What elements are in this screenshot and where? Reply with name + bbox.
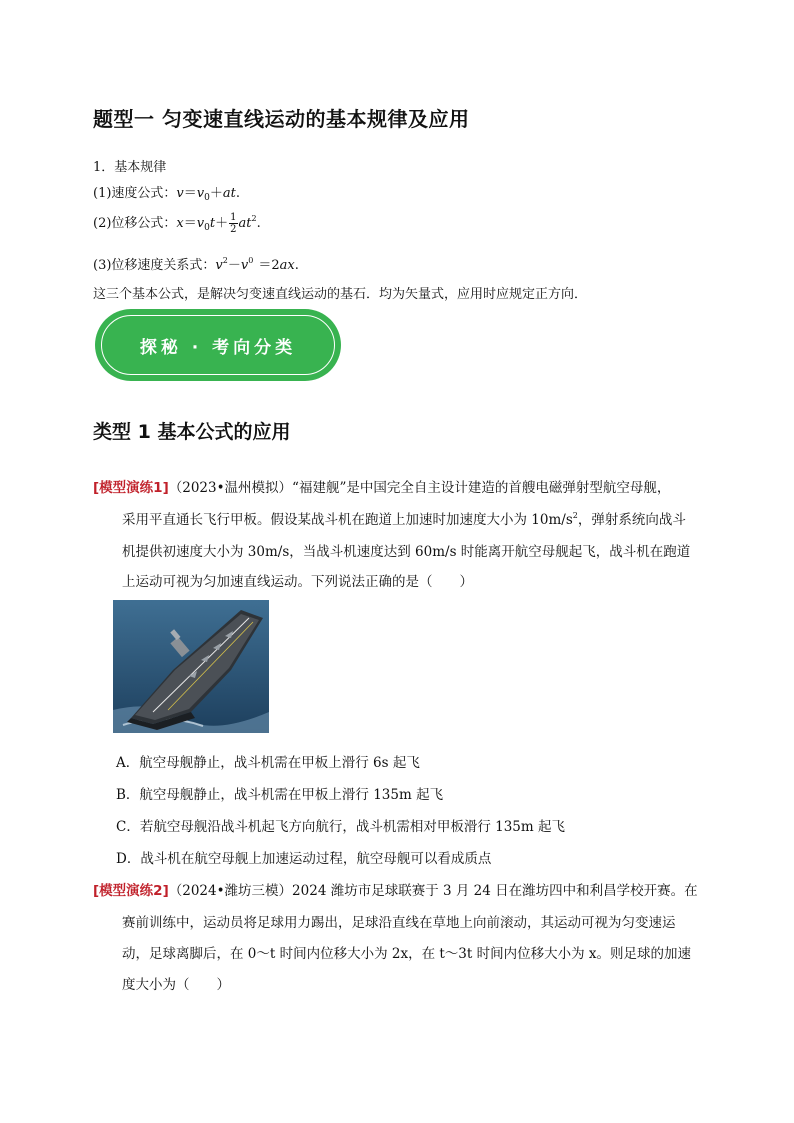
type-title: 类型 1 基本公式的应用	[93, 421, 291, 443]
q1-option-a: A．航空母舰静止，战斗机需在甲板上滑行 6s 起飞	[116, 755, 420, 771]
section-title: 题型一 匀变速直线运动的基本规律及应用	[93, 107, 470, 131]
q1-tag: [模型演练1]	[93, 480, 169, 496]
velocity-displacement-formula: (3)位移速度关系式：$v^2-v^0$ ＝2ax.	[93, 256, 299, 273]
category-banner-label: 探秘 · 考向分类	[101, 315, 335, 375]
velocity-formula: (1)速度公式：$v=v_0+at$.	[93, 186, 241, 203]
q1-option-d: D．战斗机在航空母舰上加速运动过程，航空母舰可以看成质点	[116, 851, 492, 867]
displacement-formula: (2)位移公式：$x=v_0t+$ $\frac{1}{2}$ $at^2$.	[93, 212, 261, 235]
q1-line2: 采用平直通长飞行甲板。假设某战斗机在跑道上加速时加速度大小为 $10m/s^2$，弹射系统向战斗	[122, 511, 686, 528]
aircraft-carrier-photo	[113, 600, 269, 733]
q1-line4: 上运动可视为匀加速直线运动。下列说法正确的是（ ）	[122, 574, 473, 590]
q1-option-c: C．若航空母舰沿战斗机起飞方向航行，战斗机需相对甲板滑行 135m 起飞	[116, 819, 565, 835]
q2-line3: 动，足球离脚后，在 0～t 时间内位移大小为 2x，在 t～3t 时间内位移大小为 x。则足球的加速	[122, 946, 692, 962]
category-banner	[95, 309, 341, 381]
q1-line1: [模型演练1]（2023•温州模拟）“福建舰”是中国完全自主设计建造的首艘电磁弹射型航空母舰，	[93, 480, 671, 496]
q2-line1: [模型演练2]（2024•潍坊三模）2024 潍坊市足球联赛于 3 月 24 日在潍坊四中和利昌学校开赛。在	[93, 883, 698, 899]
q1-option-b: B．航空母舰静止，战斗机需在甲板上滑行 135m 起飞	[116, 787, 444, 803]
q1-line3: 机提供初速度大小为 30m/s，当战斗机速度达到 60m/s 时能离开航空母舰起飞，战斗机在跑道	[122, 544, 691, 560]
q2-line2: 赛前训练中，运动员将足球用力踢出，足球沿直线在草地上向前滚动，其运动可视为匀变速运	[122, 915, 676, 931]
q2-tag: [模型演练2]	[93, 883, 169, 899]
q2-line4: 度大小为（ ）	[122, 977, 230, 993]
basics-heading: 1．基本规律	[93, 160, 167, 175]
basics-summary: 这三个基本公式，是解决匀变速直线运动的基石．均为矢量式，应用时应规定正方向．	[93, 287, 588, 302]
